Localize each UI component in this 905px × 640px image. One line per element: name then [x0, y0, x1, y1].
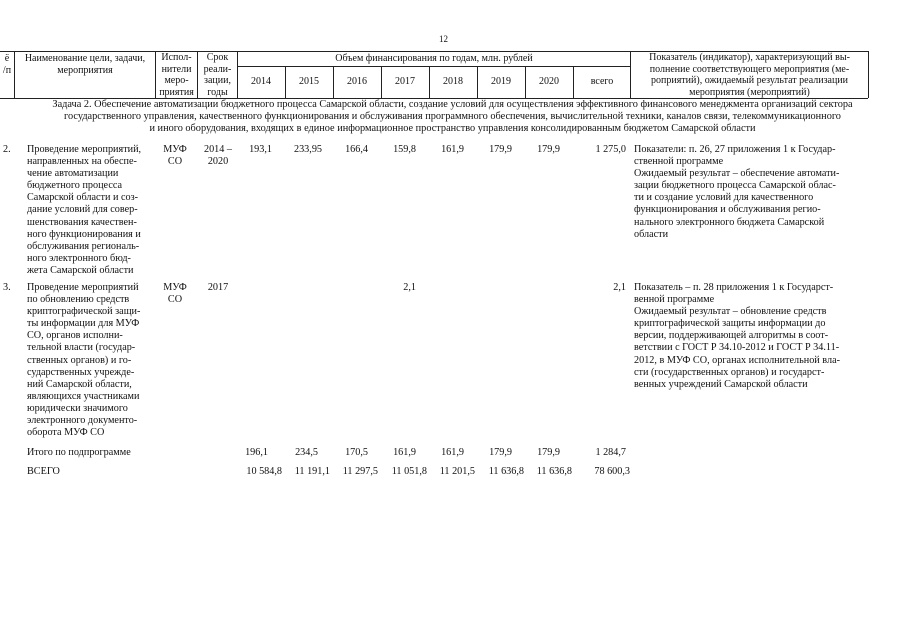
row-3-name: Проведение мероприятий по обновлению средств криптографической защи- ты информации для МУФ СО, органов исполни- тельной власти (государ- ственных органов) и го- сударственных учрежде- ний Самарской области, являющихся участниками юридически значимого электронного документо- оборота МУФ СО: [27, 282, 141, 439]
subtotal-value-2018: 161,9: [441, 447, 464, 458]
header-num-col: ё /п: [2, 53, 12, 76]
row-2-value-2017: 159,8: [393, 144, 416, 155]
year-2014: 2014: [251, 76, 271, 87]
year-2018: 2018: [443, 76, 463, 87]
total-value-2016: 11 297,5: [342, 466, 378, 477]
task-heading: Задача 2. Обеспечение автоматизации бюджетного процесса Самарской области, создание условий для осуществления эффективного финансового менеджмента организаций сектора государственного управления, качественного функционирования и обслуживания программного обеспечения, вычислительной техники, каналов связи, телекоммуникационного и иного оборудования, входящих в единое информационное пространство управления консолидированным бюджетом Самарской области: [52, 99, 853, 134]
year-2019: 2019: [491, 76, 511, 87]
year-total: всего: [590, 76, 614, 87]
total-label: ВСЕГО: [27, 466, 60, 477]
row-3-indicator: Показатель – п. 28 приложения 1 к Государст- венной программе Ожидаемый результат – обновление средств криптографической защиты информации до версии, поддерживающей алгоритмы в соот- ветствии с ГОСТ Р 34.10-2012 и ГОСТ Р 34.11- 2012, в МУФ СО, органах исполнительной вла- сти (государственных органов) и государст- венных учреждений Самарской области: [634, 282, 840, 390]
subtotal-value-2017: 161,9: [393, 447, 416, 458]
row-2-value-total: 1 275,0: [595, 144, 626, 155]
row-2-value-2016: 166,4: [345, 144, 368, 155]
years-rule: [237, 66, 630, 67]
row-3-number: 3.: [3, 282, 11, 293]
total-value-2020: 11 636,8: [536, 466, 572, 477]
header-term-col: Срок реали- зации, годы: [203, 52, 232, 98]
total-value-2019: 11 636,8: [488, 466, 524, 477]
year-2020: 2020: [539, 76, 559, 87]
row-2-value-2019: 179,9: [489, 144, 512, 155]
header-name-col: Наименование цели, задачи, мероприятия: [24, 53, 146, 76]
row-2-value-2015: 233,95: [293, 144, 322, 155]
row-2-term: 2014 – 2020: [203, 144, 232, 168]
total-value-2014: 10 584,8: [246, 466, 282, 477]
header-indicator-col: Показатель (индикатор), характеризующий вы- полнение соответствующего мероприятия (ме- роприятий), ожидаемый результат реализации мероприятия (мероприятий): [649, 52, 850, 98]
total-value-2017: 11 051,8: [391, 466, 427, 477]
subtotal-value-total: 1 284,7: [595, 447, 626, 458]
row-3-value-total: 2,1: [613, 282, 626, 293]
row-2-value-2018: 161,9: [441, 144, 464, 155]
row-3-term: 2017: [207, 282, 229, 293]
row-2-indicator: Показатели: п. 26, 27 приложения 1 к Государ- ственной программе Ожидаемый результат – обеспечение автомати- зации бюджетного процесса Самарской облас- ти и создание условий для качественного функционирования и обслуживания регио- нального электронного бюджета Самарской области: [634, 144, 840, 240]
year-2017: 2017: [395, 76, 415, 87]
subtotal-value-2015: 234,5: [295, 447, 318, 458]
total-value-total: 78 600,3: [594, 466, 630, 477]
header-exec-col: Испол- нители меро- приятия: [159, 52, 194, 98]
header-funding-col: Объем финансирования по годам, млн. рублей: [335, 53, 533, 64]
page-number: 12: [439, 34, 448, 44]
subtotal-value-2014: 196,1: [245, 447, 268, 458]
subtotal-value-2020: 179,9: [537, 447, 560, 458]
total-value-2015: 11 191,1: [294, 466, 330, 477]
year-2016: 2016: [347, 76, 367, 87]
row-2-name: Проведение мероприятий, направленных на обеспе- чение автоматизации бюджетного процесса Самарской области и соз- дание условий для совер- шенствования качествен- ного функционирования и обслуживания региональ- ного электронного бюд- жета Самарской области: [27, 144, 142, 276]
row-2-value-2020: 179,9: [537, 144, 560, 155]
table-header: [0, 51, 905, 98]
row-3-value-2017: 2,1: [403, 282, 416, 293]
row-2-number: 2.: [3, 144, 11, 155]
year-2015: 2015: [299, 76, 319, 87]
row-2-value-2014: 193,1: [249, 144, 272, 155]
row-2-executor: МУФ СО: [163, 144, 187, 168]
subtotal-value-2019: 179,9: [489, 447, 512, 458]
row-3-executor: МУФ СО: [163, 282, 187, 306]
subtotal-value-2016: 170,5: [345, 447, 368, 458]
total-value-2018: 11 201,5: [439, 466, 475, 477]
subtotal-label: Итого по подпрограмме: [27, 447, 131, 458]
